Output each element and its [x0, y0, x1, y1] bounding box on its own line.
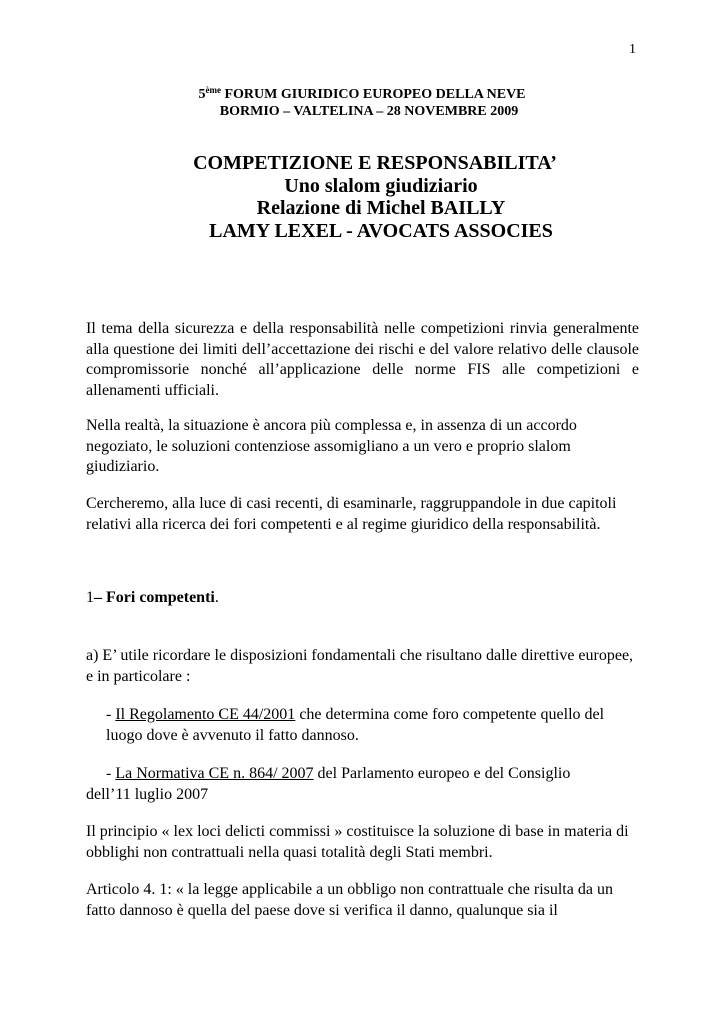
section-trailing: . — [214, 589, 219, 606]
event-header-line1 — [0, 86, 724, 103]
list-item — [86, 764, 639, 805]
paragraph-directives: a) E’ utile ricordare le disposizioni fondamentali che risultano dalle direttive europee, e in particolare : — [86, 647, 634, 685]
list-item-prefix: - — [106, 765, 116, 782]
event-ordinal-suffix: ème — [205, 85, 221, 95]
list-item-normativa — [86, 764, 639, 785]
list-item-prefix: - — [106, 706, 116, 723]
list-item — [86, 705, 639, 746]
list-item-text: che determina come foro competente quello del luogo dove è avvenuto il fatto dannoso. — [106, 706, 605, 744]
regolamento-reference: Il Regolamento CE 44/2001 — [115, 706, 296, 723]
paragraph-article: Articolo 4. 1: « la legge applicabile a un obbligo non contrattuale che risulta da un fatto dannoso è quella del paese dove si verifica il danno, qualunque sia il — [86, 881, 613, 919]
event-name: FORUM GIURIDICO EUROPEO DELLA NEVE — [220, 87, 526, 102]
event-header — [0, 86, 724, 120]
list-item-text: del Parlamento europeo e del Consiglio — [313, 765, 571, 782]
normativa-reference: La Normativa CE n. 864/ 2007 — [115, 765, 314, 782]
event-ordinal: 5 — [198, 87, 206, 102]
title-line4: LAMY LEXEL - AVOCATS ASSOCIES — [209, 219, 553, 242]
list-item-continuation: dell’11 luglio 2007 — [86, 785, 209, 803]
paragraph-principle: Il principio « lex loci delicti commissi » costituisce la soluzione di base in materia di obblighi non contrattuali nella quasi totalità degli Stati membri. — [86, 823, 629, 861]
paragraph-plan: Cercheremo, alla luce di casi recenti, di esaminarle, raggruppandole in due capitoli relativi alla ricerca dei fori competenti e al regime giuridico della responsabilità. — [86, 495, 617, 533]
document-title — [0, 152, 724, 242]
list-item-regolamento — [86, 705, 639, 746]
page-number: 1 — [629, 42, 636, 57]
section-heading — [86, 588, 639, 609]
title-line2: Uno slalom giudiziario — [284, 174, 478, 197]
paragraph-intro: Il tema della sicurezza e della responsabilità nelle competizioni rinvia generalmente alla questione dei limiti dell’accettazione dei rischi e del valore relativo delle clausole compromissorie nonché all’applicazione delle norme FIS alle competizioni e allenamenti ufficiali. — [86, 320, 639, 399]
title-line3: Relazione di Michel BAILLY — [256, 197, 506, 219]
paragraph-reality: Nella realtà, la situazione è ancora più complessa e, in assenza di un accordo negoziato, le soluzioni contenziose assomigliano a un vero e proprio slalom giudiziario. — [86, 417, 577, 476]
section-title: – Fori competenti — [94, 589, 215, 606]
section-number: 1 — [86, 589, 94, 606]
event-header-line2: BORMIO – VALTELINA – 28 NOVEMBRE 2009 — [219, 104, 519, 119]
title-line1: COMPETIZIONE E RESPONSABILITA’ — [193, 152, 557, 174]
